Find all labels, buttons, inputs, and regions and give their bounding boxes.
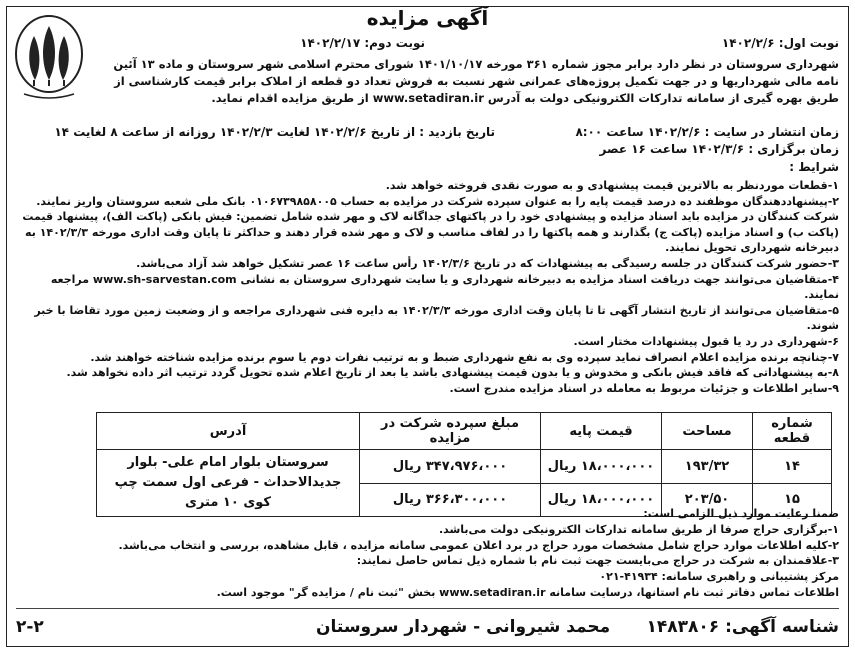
col-area: مساحت: [662, 413, 753, 450]
notes-section: [16, 506, 839, 601]
lot-deposit: ۳۶۶،۳۰۰،۰۰۰ ریال: [360, 483, 541, 517]
condition-item: ۶-شهرداری در رد یا قبول پیشنهادات مختار است.: [573, 334, 839, 348]
conditions-list: [16, 178, 839, 396]
lot-area: ۱۹۳/۳۲: [662, 450, 753, 484]
lots-table: [96, 412, 832, 517]
notes-title: ضمنا رعایت موارد ذیل الزامی است:: [643, 507, 839, 520]
publish-time: زمان انتشار در سایت : ۱۴۰۲/۲/۶ ساعت ۸:۰۰: [575, 125, 839, 139]
lot-number: ۱۴: [753, 450, 832, 484]
col-deposit: مبلغ سپرده شرکت در مزایده: [360, 413, 541, 450]
hold-time: زمان برگزاری : ۱۴۰۲/۳/۶ ساعت ۱۶ عصر: [599, 142, 839, 156]
notice-title: آگهی مزایده: [366, 6, 489, 30]
note-item: اطلاعات تماس دفاتر ثبت نام استانها، درسایت سامانه www.setadiran.ir بخش "ثبت نام / مزایده گر" موجود است.: [216, 585, 839, 599]
note-item: ۱-برگزاری حراج صرفا از طریق سامانه تدارکات الکترونیکی دولت می‌باشد.: [438, 522, 839, 536]
ad-id: شناسه آگهی: ۱۴۸۳۸۰۶: [646, 617, 839, 637]
col-base-price: قیمت پایه: [541, 413, 662, 450]
col-lot-number: شماره قطعه: [753, 413, 832, 450]
signer: محمد شیروانی - شهردار سروستان: [316, 617, 611, 637]
note-item: مرکز پشتیبانی و راهبری سامانه: ۴۱۹۳۴-۰۲۱: [599, 570, 839, 584]
condition-item: ۱-قطعات موردنظر به بالاترین قیمت پیشنهادی و به صورت نقدی فروخته خواهد شد.: [385, 179, 839, 192]
lot-number: ۱۵: [753, 483, 832, 517]
lot-base-price: ۱۸،۰۰۰،۰۰۰ ریال: [541, 483, 662, 517]
lot-deposit: ۳۴۷،۹۷۶،۰۰۰ ریال: [360, 450, 541, 484]
intro-paragraph: شهرداری سروستان در نظر دارد برابر مجوز شماره ۳۶۱ مورخه ۱۴۰۱/۱۰/۱۷ شورای محترم اسلامی شهر سروستان و ماده ۱۳ آئین نامه مالی شهرداریها و در جهت تکمیل پروژه‌های عمرانی شهر نسبت به فروش تعداد دو قطعه از املاک برابر قیمت کارشناسی از طریق بهره گیری از سامانه تدارکات الکترونیکی دولت به آدرس www.setadiran.ir از طریق مزایده اقدام نماید.: [113, 57, 839, 105]
condition-item: ۳-حضور شرکت کنندگان در جلسه رسیدگی به پیشنهادات که در تاریخ ۱۴۰۲/۳/۶ رأس ساعت ۱۶ عصر تشکیل خواهد شد آزاد می‌باشد.: [136, 256, 839, 270]
col-address: آدرس: [97, 413, 360, 450]
condition-item: ۸-به پیشنهاداتی که فاقد فیش بانکی و مخدوش و یا بدون قیمت پیشنهادی باشد یا بعد از تاریخ اعلام شده تحویل گردد ترتیب اثر داده نخواهد شد.: [66, 366, 839, 380]
table-header-row: [97, 413, 832, 450]
lot-area: ۲۰۳/۵۰: [662, 483, 753, 517]
condition-item: ۵-متقاضیان می‌توانند از تاریخ انتشار آگهی تا تا پایان وقت اداری مورخه ۱۴۰۲/۳/۳ به دایره فنی شهرداری مراجعه و از وضعیت زمین مورد تقاضا با خبر شوند.: [34, 303, 839, 333]
lot-address: سروستان بلوار امام علی- بلوار جدیدالاحداث - فرعی اول سمت چپ کوی ۱۰ متری: [97, 450, 360, 517]
note-item: ۳-علاقمندان به شرکت در حراج می‌بایست جهت ثبت نام با شماره ذیل تماس حاصل نمایند:: [356, 554, 839, 568]
note-item: ۲-کلیه اطلاعات موارد حراج شامل مشخصات مورد حراج در برد اعلان عمومی سامانه مزایده ، قابل مشاهده، بررسی و انتخاب می‌باشد.: [118, 538, 839, 552]
condition-item: ۴-متقاضیان می‌توانند جهت دریافت اسناد مزایده به دبیرخانه شهرداری و یا سایت شهرداری سروستان به نشانی www.sh-sarvestan.com مراجعه نمایند.: [50, 272, 839, 302]
first-publication: نوبت اول: ۱۴۰۲/۲/۶: [721, 36, 839, 50]
second-publication: نوبت دوم: ۱۴۰۲/۲/۱۷: [300, 36, 425, 50]
condition-item: ۹-سایر اطلاعات و جزئیات مربوط به معامله در اسناد مزایده مندرج است.: [449, 381, 839, 395]
condition-item: ۷-چنانچه برنده مزایده اعلام انصراف نماید سپرده وی به نفع شهرداری ضبط و به ترتیب نفرات دوم یا سوم برنده مزایده شناخته خواهند شد.: [90, 350, 839, 364]
notice-footer: [16, 608, 839, 645]
ad-code: ۲-۲: [16, 617, 44, 637]
condition-item: ۲-پیشنهاددهندگان موظفند ده درصد قیمت پایه را به عنوان سپرده شرکت در مزایده به حساب ۰۱۰۶۷۳۹۸۵۸۰۰۵ بانک ملی شعبه سروستان واریز نمایند. شرکت کنندگان در مزایده باید اسناد مزایده و پیشنهادی خود را در پاکتهای جداگانه لاک و مهر شده شامل تضمین: فیش بانکی (پاکت الف)، پیشنهاد قیمت (پاکت ب) و اسناد مزایده (پاکت ج) بگذارند و همه پاکتها را در لفاف مناسب و لاک و مهر شده قرار دهند و حداکثر تا پایان وقت اداری مورخه ۱۴۰۲/۳/۳ به دبیرخانه شهرداری تحویل نمایند.: [22, 194, 839, 255]
visit-time: تاریخ بازدید : از تاریخ ۱۴۰۲/۲/۶ لغایت ۱۴۰۲/۲/۳ روزانه از ساعت ۸ لغایت ۱۴: [54, 125, 495, 139]
conditions-title: شرایط :: [789, 160, 839, 174]
table-row: [97, 450, 832, 484]
lot-base-price: ۱۸،۰۰۰،۰۰۰ ریال: [541, 450, 662, 484]
